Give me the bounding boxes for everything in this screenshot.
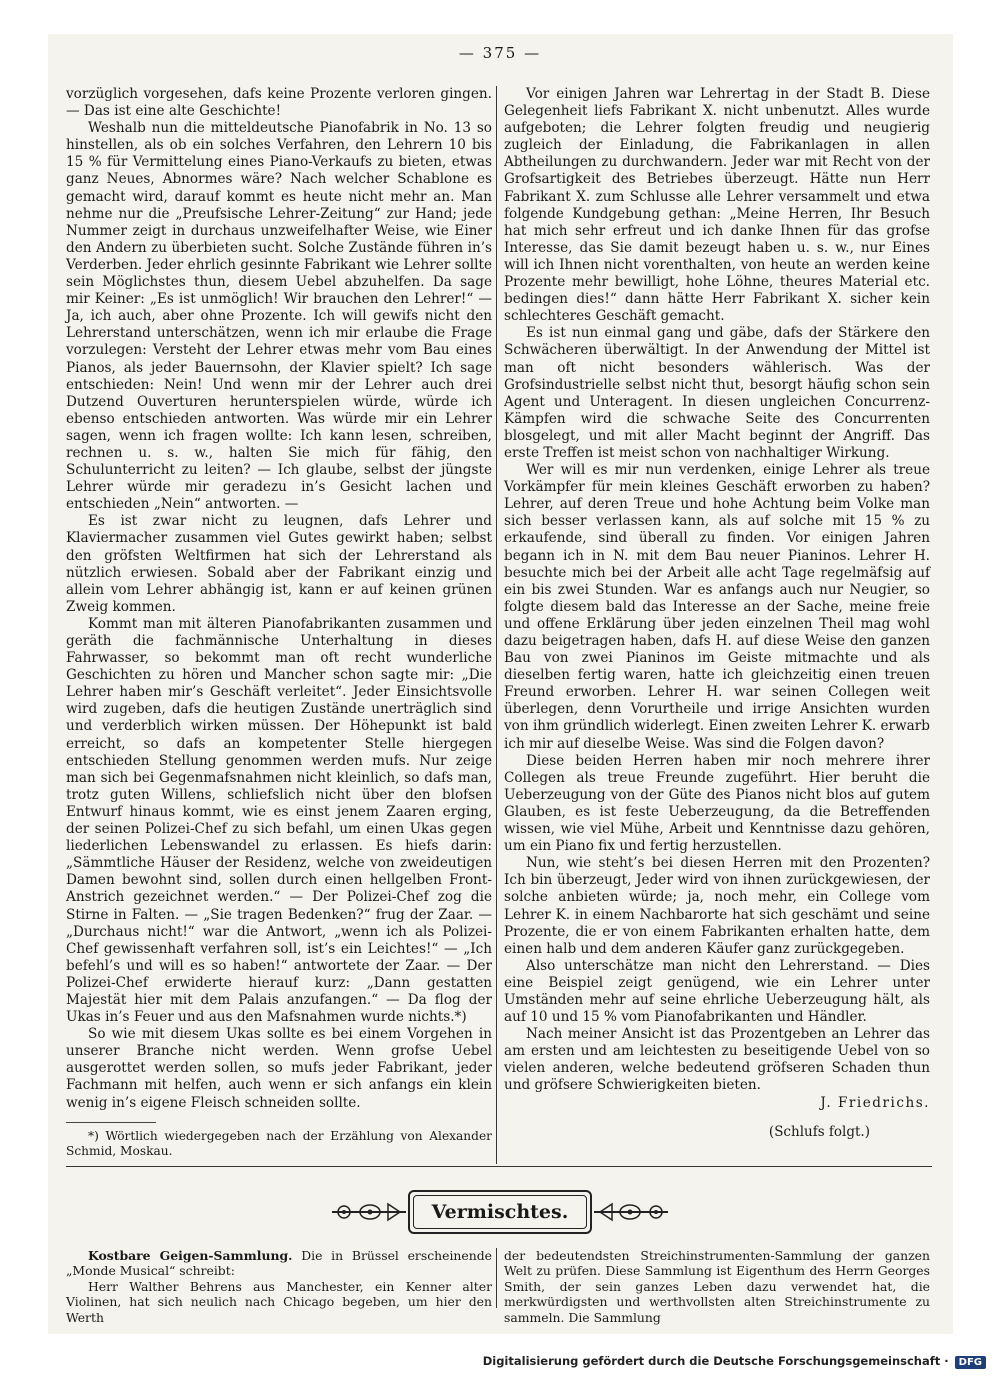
column-divider [496, 86, 497, 1164]
right-column [504, 86, 930, 1141]
misc-right-column [504, 1248, 930, 1325]
article-text: Die in Brüssel erscheinende „Monde Musical“ schreibt: [66, 1248, 492, 1279]
article-text: der bedeutendsten Streichinstrumenten-Sammlung der ganzen Welt zu prüfen. Diese Sammlung ist Eigenthum des Herrn Georges Smith, der sein ganzes Leben dazu verwendet hat, die merkwürdigsten und werthvollsten alten Streichinstrumente zu sammeln. Die Sammlung [504, 1248, 930, 1325]
section-heading: Vermischtes. [431, 1201, 569, 1223]
paragraph: Nun, wie steht’s bei diesen Herren mit den Prozenten? Ich bin überzeugt, Jeder wird von ihnen zurückgewiesen, der solche anbieten würde; ja, noch mehr, ein College vom Lehrer K. in einem Nachbarorte hat sich geschämt und seine Prozente, die er von einem Fabrikanten erhalten hatte, dem einen halb und dem anderen Käufer ganz zurückgegeben. [504, 855, 930, 957]
misc-column-divider [496, 1248, 497, 1308]
footer-credit [483, 1354, 986, 1369]
footnote-rule [66, 1122, 156, 1123]
paragraph: So wie mit diesem Ukas sollte es bei einem Vorgehen in unserer Branche nicht werden. Wenn grofse Uebel ausgerottet werden sollen, so mufs jeder Fabrikant, jeder Fachmann mit helfen, auch wenn er sich anfangs ein klein wenig in’s eigene Fleisch schneiden sollte. [66, 1026, 492, 1111]
page-number: — 375 — [458, 44, 542, 62]
paragraph: Wer will es mir nun verdenken, einige Lehrer als treue Vorkämpfer für mein kleines Geschäft erworben zu haben? Lehrer, auf deren Treue und hohe Achtung beim Volke man sich besser verlassen kann, als auf solche mit 15 % zu erkaufende, sind überall zu finden. Vor einigen Jahren begann ich in N. mit dem Bau neuer Pianinos. Lehrer H. besuchte mich bei der Arbeit alle acht Tage regelmäfsig auf ein bis zwei Stunden. War es anfangs auch nur Neugier, so folgte diesem bald das Interesse an der Sache, meine freie und offene Erklärung über jeden einzelnen Theil mag wohl dazu beigetragen haben, dafs H. auf diese Weise den ganzen Bau von zwei Pianinos im Geiste mitmachte und als dieselben fertig waren, hatte ich gleichzeitig einen treuen Freund erworben. Lehrer H. war seinen Collegen weit überlegen, denn Vorurtheile und irrige Ansichten wurden von ihm gründlich widerlegt. Einen zweiten Lehrer K. erwarb ich mir auf dieselbe Weise. Was sind die Folgen davon? [504, 462, 930, 752]
paragraph: Also unterschätze man nicht den Lehrerstand. — Dies eine Beispiel zeigt genügend, wie ein Lehrer unter Umständen mehr auf seine ehrliche Ueberzeugung hält, als auf 10 und 15 % vom Pianofabrikanten und Händler. [504, 957, 930, 1026]
ornament-left-icon [330, 1196, 408, 1228]
article-headline: Kostbare Geigen-Sammlung. [88, 1248, 293, 1263]
ornament-right-icon [592, 1196, 670, 1228]
paragraph: Diese beiden Herren haben mir noch mehrere ihrer Collegen als treue Freunde zugeführt. Hier beruht die Ueberzeugung von der Güte des Pianos nicht blos auf gutem Glauben, es ist feste Ueberzeugung, da die Betreffenden wissen, wie viel Mühe, Arbeit und Kenntnisse dazu gehören, um ein Piano fix und fertig herzustellen. [504, 752, 930, 855]
left-column [66, 86, 492, 1159]
section-divider [66, 1166, 932, 1167]
section-heading-banner [330, 1190, 670, 1236]
misc-intro [66, 1248, 492, 1279]
article-text: Herr Walther Behrens aus Manchester, ein Kenner alter Violinen, hat sich neulich nach Chicago begeben, um hier den Werth [66, 1278, 492, 1325]
misc-left-column [66, 1248, 492, 1325]
paragraph: Vor einigen Jahren war Lehrertag in der Stadt B. Diese Gelegenheit liefs Fabrikant X. nicht unbenutzt. Alles wurde aufgeboten; die Lehrer folgten freudig und neugierig zugleich der Einladung, die Fabrikanlagen in allen Abtheilungen zu durchwandern. Jeder war mit Recht von der Grofsartigkeit des Betriebes überzeugt. Hätte nun Herr Fabrikant X. zum Schlusse alle Lehrer versammelt und etwa folgende Kundgebung gethan: „Meine Herren, Ihr Besuch hat mich sehr erfreut und ich danke Ihnen für das grofse Interesse, das Sie damit bezeugt haben u. s. w., nur Eines will ich Ihnen nicht vorenthalten, von heute an werden keine Prozente mehr bewilligt, hohe Löhne, theures Material etc. bedingen dies!“ dann hätte Herr Fabrikant X. sicher kein schlechteres Geschäft gemacht. [504, 86, 930, 325]
footer-credit-text: Digitalisierung gefördert durch die Deutsche Forschungsgemeinschaft · [482, 1354, 949, 1368]
continued-note: (Schlufs folgt.) [768, 1123, 870, 1140]
paragraph: Nach meiner Ansicht ist das Prozentgeben an Lehrer das am ersten und am leichtesten zu beseitigende Uebel von so vielen anderen, welche bedeutend gröfseren Schaden thun und gröfsere Schwierigkeiten bieten. [504, 1026, 930, 1094]
paragraph: Es ist zwar nicht zu leugnen, dafs Lehrer und Klaviermacher zusammen viel Gutes gewirkt haben; selbst den gröfsten Weltfirmen hat sich der Lehrerstand als nützlich erwiesen. Sobald aber der Fabrikant einzig und allein vom Lehrer abhängig ist, kann er auf keinen grünen Zweig kommen. [66, 513, 492, 615]
footnote: *) Wörtlich wiedergegeben nach der Erzählung von Alexander Schmid, Moskau. [66, 1128, 492, 1158]
author-signature: J. Friedrichs. [820, 1094, 930, 1111]
paragraph: Es ist nun einmal gang und gäbe, dafs der Stärkere den Schwächeren überwältigt. In der Anwendung der Mittel ist man oft nicht besonders wählerisch. Was der Grofsindustrielle selbst nicht thut, besorgt häufig schon sein Agent und Unteragent. In diesen ungleichen Concurrenz-Kämpfen wird die schwache Seite des Concurrenten blosgelegt, und mit aller Macht beginnt der Angriff. Das erste Treffen ist meist schon von nachhaltiger Wirkung. [504, 325, 930, 461]
paragraph: vorzüglich vorgesehen, dafs keine Prozente verloren gingen. — Das ist eine alte Geschichte! [66, 86, 492, 120]
paragraph: Kommt man mit älteren Pianofabrikanten zusammen und geräth die fachmännische Unterhaltung in dieses Fahrwasser, so bekommt man oft recht wunderliche Geschichten zu hören und Mancher schon sagte mir: „Die Lehrer haben mir’s Geschäft verleitet“. Jeder Einsichtsvolle wird zugeben, dafs die heutigen Zustände unerträglich sind und verderblich wirken müssen. Der Höhepunkt ist bald erreicht, so dafs an kompetenter Stelle hiergegen entschieden Stellung genommen werden mufs. Nur zeige man sich bei Gegenmafsnahmen nicht kleinlich, so dafs man, trotz guten Willens, schliefslich nicht über den blofsen Entwurf hinaus kommt, wie es einst jenem Zaaren erging, der seinen Polizei-Chef zu sich befahl, um einen Ukas gegen liederlichen Lebenswandel zu erlassen. Es hiefs darin: „Sämmtliche Häuser der Residenz, welche von zweideutigen Damen bewohnt sind, sollen durch einen hellgelben Front-Anstrich gezeichnet werden.“ — Der Polizei-Chef zog die Stirne in Falten. — „Sie tragen Bedenken?“ frug der Zaar. — „Durchaus nicht!“ war die Antwort, „wenn ich als Polizei-Chef gewissenhaft verfahren soll, ist’s ein Leichtes!“ — „Ich befehl’s und will es so haben!“ antwortete der Zaar. — Der Polizei-Chef erwiderte hierauf kurz: „Dann gestatten Majestät hier mit dem Palais anzufangen.“ — Da flog der Ukas in’s Feuer und aus den Mafsnahmen wurde nichts.*) [66, 615, 492, 1026]
paragraph: Weshalb nun die mitteldeutsche Pianofabrik in No. 13 so hinstellen, als ob ein solches Verfahren, den Lehrern 10 bis 15 % für Vermittelung eines Piano-Verkaufs zu bieten, etwas ganz Neues, Abnormes wäre? Nach welcher Schablone es gemacht wird, darauf kommt es heute nicht mehr an. Man nehme nur die „Preufsische Lehrer-Zeitung“ zur Hand; jede Nummer zeigt in durchaus unzweifelhafter Weise, wie Einer den Andern zu überbieten sucht. Solche Zustände führen in’s Verderben. Jeder ehrlich gesinnte Fabrikant wie Lehrer sollte sein Möglichstes thun, diesem Uebel abzuhelfen. Da sage mir Keiner: „Es ist unmöglich! Wir brauchen den Lehrer!“ — Ja, ich auch, aber ohne Prozente. Ich will gewifs nicht den Lehrerstand unterschätzen, wenn ich mir erlaube die Frage vorzulegen: Versteht der Lehrer etwas mehr vom Bau eines Pianos, als jeder Bauernsohn, der Klavier spielt? Ich sage entschieden: Nein! Und wenn mir der Lehrer auch drei Dutzend Ouverturen herunterspielen würde, würde ich ebenso entschieden antworten. Was würde mir ein Lehrer sagen, wenn ich fragen wollte: Ich kann lesen, schreiben, rechnen u. s. w., halten Sie mich für fähig, den Schulunterricht zu leiten? — Ich glaube, selbst der jüngste Lehrer würde mir geradezu in’s Gesicht lachen und entschieden „Nein“ antworten. — [66, 120, 492, 513]
dfg-logo: DFG [955, 1356, 986, 1369]
